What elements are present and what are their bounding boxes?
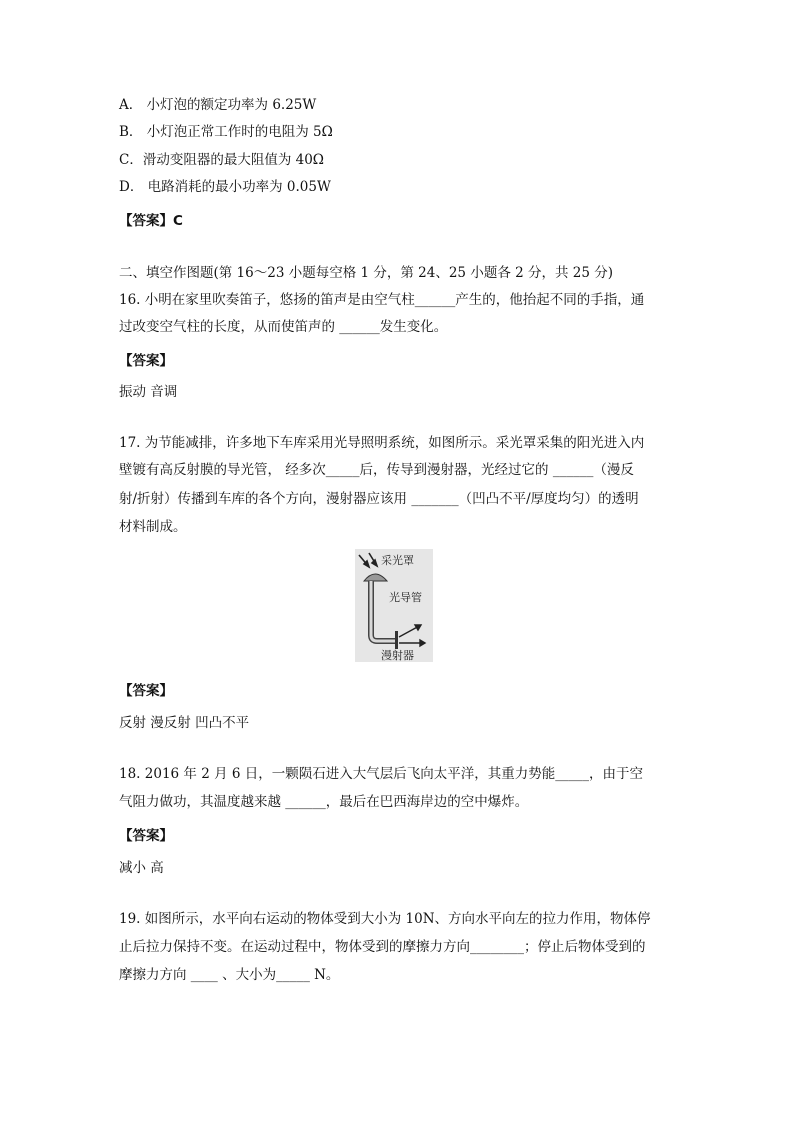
collector-dome-shape <box>364 574 387 581</box>
q16-line2: 过改变空气柱的长度，从而使笛声的 ______发生变化。 <box>119 319 448 335</box>
q16-answer: 振动 音调 <box>119 384 178 400</box>
option-b: B． 小灯泡正常工作时的电阻为 5Ω <box>119 124 333 140</box>
q16-line1: 16. 小明在家里吹奏笛子，悠扬的笛声是由空气柱______产生的，他抬起不同的手指，通 <box>119 292 645 308</box>
pipe-label: 光导管 <box>389 591 422 604</box>
q16-answer-label: 【答案】 <box>119 353 173 369</box>
section-heading: 二、填空作图题(第 16～23 小题每空格 1 分，第 24、25 小题各 2 分，共 25 分) <box>119 265 614 281</box>
q18-line1: 18. 2016 年 2 月 6 日，一颗陨石进入大气层后飞向太平洋，其重力势能_____，由于空 <box>119 766 644 782</box>
q15-answer: 【答案】C <box>119 213 183 229</box>
q17-answer: 反射 漫反射 凹凸不平 <box>119 715 250 731</box>
option-c: C．滑动变阻器的最大阻值为 40Ω <box>119 152 324 168</box>
q18-answer: 减小 高 <box>119 860 164 876</box>
diffuser-label: 漫射器 <box>381 649 414 662</box>
q17-line4: 材料制成。 <box>119 519 187 535</box>
q17-line2: 壁镀有高反射膜的导光管， 经多次_____后，传导到漫射器，光经过它的 ______（漫反 <box>119 462 634 478</box>
q17-answer-label: 【答案】 <box>119 683 173 699</box>
q19-line3: 摩擦力方向 ____ 、大小为_____ N。 <box>119 967 340 983</box>
q19-line2: 止后拉力保持不变。在运动过程中，物体受到的摩擦力方向________；停止后物体受到的 <box>119 939 646 955</box>
q19-line1: 19. 如图所示，水平向右运动的物体受到大小为 10N、方向水平向左的拉力作用，物体停 <box>119 911 651 927</box>
q17-line3: 射/折射）传播到车库的各个方向，漫射器应该用 _______（凹凸不平/厚度均匀）的透明 <box>119 491 639 507</box>
light-guide-figure <box>355 549 433 662</box>
option-a: A． 小灯泡的额定功率为 6.25W <box>119 97 317 113</box>
q17-line1: 17. 为节能减排，许多地下车库采用光导照明系统，如图所示。采光罩采集的阳光进入内 <box>119 435 645 451</box>
collector-label: 采光罩 <box>381 554 414 567</box>
q18-answer-label: 【答案】 <box>119 828 173 844</box>
option-d: D． 电路消耗的最小功率为 0.05W <box>119 179 331 195</box>
q18-line2: 气阻力做功，其温度越来越 ______，最后在巴西海岸边的空中爆炸。 <box>119 794 529 810</box>
